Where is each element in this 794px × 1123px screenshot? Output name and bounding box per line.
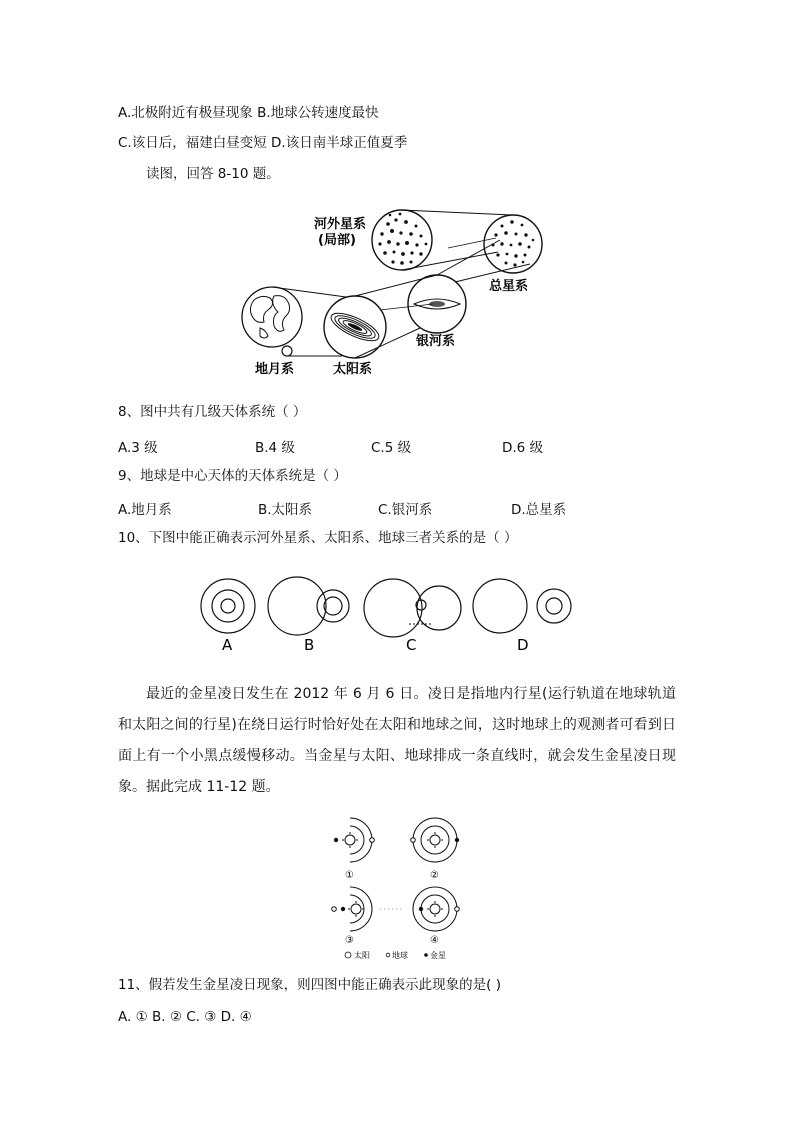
q9-stem: 9、地球是中心天体的天体系统是（ ） [118,468,347,484]
legend-sun-icon [345,952,351,958]
panel-label-1: ① [345,870,354,881]
label-universe: 总星系 [489,279,529,294]
q9-option-c: C.银河系 [378,502,433,518]
label-earth-moon: 地月系 [255,362,295,377]
earth-globe-icon [242,287,302,347]
legend-venus-icon [424,953,428,957]
q8-option-d: D.6 级 [502,440,544,456]
celestial-systems-figure [230,200,560,385]
panel-2-icon [411,818,460,862]
q7-options-line2: C.该日后，福建白昼变短 D.该日南半球正值夏季 [118,135,408,151]
q11-options: A. ① B. ② C. ③ D. ④ [118,1009,252,1025]
nested-circles-figure [195,572,585,658]
panel-3-icon [332,887,402,931]
venus-transit-figure [328,810,476,962]
q8-option-b: B.4 级 [255,440,295,456]
label-solar-system: 太阳系 [333,362,373,377]
venus-transit-passage: 最近的金星凌日发生在 2012 年 6 月 6 日。凌日是指地内行星(运行轨道在地球轨道和太阳之间的行星)在绕日运行时恰好处在太阳和地球之间，这时地球上的观测者可看到日面上有一个小黑点缓慢移动。当金星与太阳、地球排成一条直线时，就会发生金星凌日现象。据此完成 11-12 题。 [118,686,676,795]
q10-stem: 10、下图中能正确表示河外星系、太阳系、地球三者关系的是（ ） [118,530,518,546]
legend-venus-label: 金星 [430,951,446,960]
q9-option-d: D.总星系 [511,502,567,518]
figure-a-concentric-icon [201,579,255,633]
label-partial: (局部) [318,233,356,248]
figure-label-a: A [222,636,233,654]
extragalactic-galaxy-icon [372,210,432,270]
q8-option-a: A.3 级 [118,440,158,456]
q9-option-a: A.地月系 [118,502,172,518]
figure-b-icon [268,577,349,635]
panel-label-2: ② [430,870,439,881]
q11-stem: 11、假若发生金星凌日现象，则四图中能正确表示此现象的是( ) [118,977,502,993]
panel-label-4: ④ [430,935,439,946]
moon-icon [282,346,292,356]
legend-earth-icon [386,953,390,957]
legend-earth-label: 地球 [392,951,408,960]
read-prompt-8-10: 读图，回答 8-10 题。 [146,166,280,182]
figure-d-icon [473,579,571,633]
legend-sun-label: 太阳 [354,951,370,960]
panel-1-icon [334,818,375,862]
q9-option-b: B.太阳系 [258,502,313,518]
label-milky-way: 银河系 [416,334,456,349]
figure-c-icon [364,579,461,637]
q7-options-line1: A.北极附近有极昼现象 B.地球公转速度最快 [118,105,379,121]
panel-4-icon [413,887,459,931]
q8-stem: 8、图中共有几级天体系统（ ） [118,404,307,420]
figure-label-b: B [304,636,315,654]
panel-label-3: ③ [345,935,354,946]
milky-way-icon [408,275,466,333]
label-extragalactic: 河外星系 [314,217,367,232]
q8-option-c: C.5 级 [371,440,412,456]
figure-label-d: D [517,636,529,654]
legend [345,950,446,960]
solar-system-icon [324,296,386,358]
figure-label-c: C [406,636,417,654]
